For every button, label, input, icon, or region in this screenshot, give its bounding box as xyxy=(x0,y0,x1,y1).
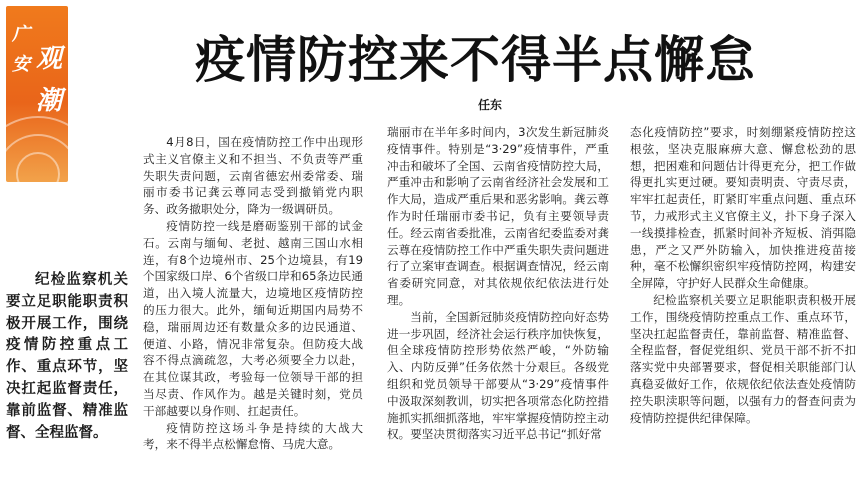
paragraph: 疫情防控这场斗争是持续的大战大考，来不得半点松懈怠惰、马虎大意。 xyxy=(143,420,363,452)
logo-char: 广 xyxy=(12,24,30,45)
paragraph: 纪检监察机关要立足职能职责积极开展工作，围绕疫情防控重点工作、重点环节，坚决扛起监督责任，靠前监督、精准监督、全程监督，督促党组织、党员干部不折不扣落实党中央部署要求，督促相关职能部门认真稳妥做好工作，依规依纪依法查处疫情防控失职渎职等问题，以强有力的督查问责为疫情防控提供纪律保障。 xyxy=(630,292,856,425)
paragraph: 4月8日，国在疫情防控工作中出现形式主义官僚主义和不担当、不负责等严重失职失责问题，云南省德宏州委常委、瑞丽市委书记龚云尊同志受到撤销党内职务、政务撤职处分，降为一级调研员。 xyxy=(143,135,363,217)
logo-char: 观 xyxy=(36,44,63,74)
article-headline: 疫情防控来不得半点懈怠 xyxy=(195,30,756,89)
paragraph: 态化疫情防控”要求，时刻绷紧疫情防控这根弦，坚决克服麻痹大意、懈怠松劲的思想，把困难和问题估计得更充分，把工作做得更扎实更过硬。要知责明责、守责尽责，牢牢扛起责任，盯紧盯牢重点问题、重点环节，力戒形式主义官僚主义，扑下身子深入一线摸排检查，抓紧时间补齐短板、消弭隐患，严之又严外防输入，加快推进疫苗接种，毫不松懈织密织牢疫情防控网，构建安全屏障，守护好人民群众生命健康。 xyxy=(630,125,856,291)
logo-char: 安 xyxy=(12,54,30,75)
paragraph: 疫情防控一线是磨砺鉴别干部的试金石。云南与缅甸、老挝、越南三国山水相连，有8个边境州市、25个边境县，有19个国家级口岸、6个省级口岸和65条边民通道，出入境人流量大，边境地区疫情防控的压力很大。此外，缅甸近期国内局势不稳，瑞丽周边还有数量众多的边民通道、便道、小路，情况非常复杂。但防疫大战容不得点滴疏忽，大考必须要全力以赴，在其位谋其政，考验每一位领导干部的担当尽责、作风作为。越是关键时刻，党员干部越要以身作则、扛起责任。 xyxy=(143,218,363,418)
article-lead: 纪检监察机关要立足职能职责积极开展工作，围绕疫情防控重点工作、重点环节，坚决扛起监督责任，靠前监督、精准监督、全程监督。 xyxy=(6,272,128,441)
column-logo xyxy=(6,6,68,182)
article-column-1 xyxy=(143,134,363,453)
article-byline: 任东 xyxy=(478,98,503,112)
paragraph: 瑞丽市在半年多时间内，3次发生新冠肺炎疫情事件。特别是“3·29”疫情事件，严重冲击和破坏了全国、云南省疫情防控大局，严重冲击和影响了云南省经济社会发展和工作大局，造成严重后果和恶劣影响。龚云尊作为时任瑞丽市委书记，负有主要领导责任。经云南省委批准，云南省纪委监委对龚云尊在疫情防控工作中严重失职失责问题进行了立案审查调查。根据调查情况，经云南省委研究同意，对其依规依纪依法进行处理。 xyxy=(387,125,609,307)
paragraph: 当前，全国新冠肺炎疫情防控向好态势进一步巩固，经济社会运行秩序加快恢复，但全球疫情防控形势依然严峻，“外防输入、内防反弹”任务依然十分艰巨。各级党组织和党员领导干部要从“3·29”疫情事件中汲取深刻教训，切实把各项常态化防控措施抓实抓细抓落地，牢牢掌握疫情防控主动权。要坚决贯彻落实习近平总书记“抓好常 xyxy=(387,309,609,442)
logo-char: 潮 xyxy=(36,86,63,116)
article-column-3 xyxy=(630,124,856,426)
article-column-2 xyxy=(387,124,609,443)
